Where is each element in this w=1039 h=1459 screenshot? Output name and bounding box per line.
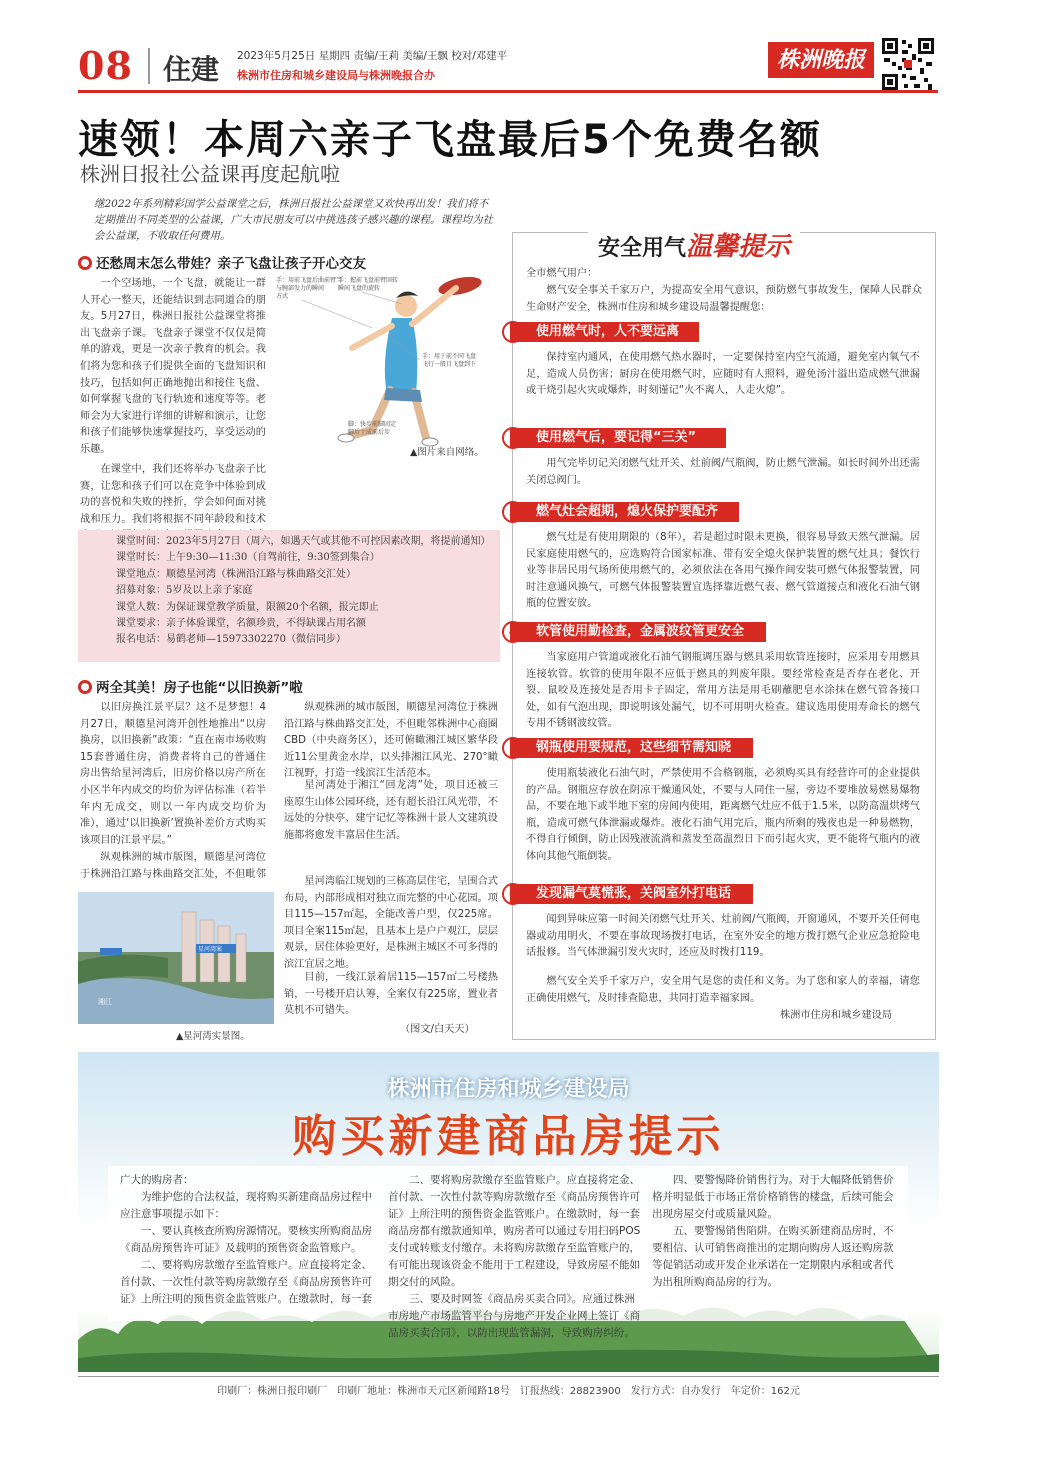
tip-title: 燃气灶会超期，熄火保护要配齐 (510, 502, 739, 522)
footer-printing-info: 印刷厂：株洲日报印刷厂 印刷厂地址：株洲市天元区新闻路18号 订报热线：28823900 发行方式：自办发行 年定价：162元 (217, 1386, 800, 1397)
illustration-caption: ▲图片来自网络。 (410, 447, 484, 458)
xinghe-bay-photo (78, 892, 274, 1024)
frisbee-paragraph-2: 在课堂中，我们还将举办飞盘亲子比赛，让您和孩子们可以在竞争中体验到成功的喜悦和失败的挫折，学会如何面对挑战和压力。我们将根据不同年龄段和技术 (80, 464, 266, 525)
svg-text:手：用前飞盘后曲前臂当: 手：用前飞盘后曲前臂当 (276, 277, 343, 284)
svg-text:瞬间飞盘的旋转: 瞬间飞盘的旋转 (338, 285, 381, 292)
page-number: 08 (78, 43, 133, 88)
house-paragraph-5: 目前，一线江景着居115—157㎡二号楼热销，一号楼开启认筹，全案仅有225席，置业者莫机不可错失。 (284, 972, 498, 1017)
info-time: 课堂时间：2023年5月27日（周六，如遇天气或其他不可控因素改期，将提前通知） (116, 536, 491, 547)
banner-column-3 (652, 1172, 898, 1291)
svg-text:手：用于前不同飞盘: 手：用于前不同飞盘 (422, 353, 477, 360)
house-paragraph-3: 星河湾处于湘江“回龙湾”处，项目还被三座原生山体公园环绕，还有超长沿江风光带，不远处的分快亭、建宁记忆等株洲十景人文建筑设施都将愈发丰富居住生活。 (284, 780, 498, 841)
gas-signature: 株洲市住房和城乡建设局 (780, 1010, 893, 1021)
house-paragraph-1: 以旧房换江景平层？这不是梦想！4月27日，顺德星河湾开创性地推出“以房换房，以旧换新”政策：“直在南市场收购15套普通住房，消费者将自己的普通住房出售给星河湾后，旧房价格以房产所在小区半年内成交的均价为评估标准（若半年内无成交，则以一年内成交均价为准），通过‘以旧换新’置换补差价方式购买该项目的江景平层。” (80, 702, 266, 846)
svg-text:手：握前飞盘前臂回转: 手：握前飞盘前臂回转 (338, 277, 399, 284)
svg-text:飞行一般目飞盘到下: 飞行一般目飞盘到下 (422, 361, 477, 368)
banner-greeting: 广大的购房者： (120, 1174, 194, 1186)
banner-clause-3: 三、要及时网签《商品房买卖合同》。应通过株洲市房地产市场监管平台与房地产开发企业网上签订《商品房买卖合同》，以防出现监管漏洞，导致购房纠纷。 (388, 1293, 640, 1339)
class-info-list (116, 534, 491, 649)
issue-meta: 2023年5月25日 星期四 责编/王莉 美编/王飘 校对/邓建平 (237, 50, 508, 62)
tip-title: 发现漏气莫慌张，关阀室外打电话 (510, 884, 753, 904)
house-paragraph-2-right: 纵观株洲的城市版图，顺德星河湾位于株洲沿江路与株曲路交汇处，不但毗邻株洲中心商圈CBD（中央商务区），还可俯瞰湘江城区繁华段近11公里黄金水岸，以头排湘江风光、270°瞰江视野，打造一线滨江生活范本。 (284, 702, 498, 780)
header-divider (148, 48, 150, 84)
tip-text: 燃气灶是有使用期限的（8年），若是超过时限未更换，很容易导致天然气泄漏。居民家庭使用燃气的，应选购符合国家标准、带有安全熄火保护装置的燃气灶具；餐饮行业等非居民用气场所使用燃气的，必须依法在各用气操作间安装可燃气体报警装置，同时注意通风换气，可燃气体报警装置宜选择靠近燃气表、燃气管道接点和液化石油气钢瓶的位置安放。 (526, 532, 920, 610)
tip-text: 用气完毕切记关闭燃气灶开关、灶前阀/气瓶阀，防止燃气泄漏。如长时间外出还需关闭总阀门。 (526, 458, 920, 486)
gas-intro: 燃气安全事关千家万户，为提高安全用气意识，预防燃气事故发生，保障人民群众生命财产安全，株洲市住房和城乡建设局温馨提醒您： (526, 285, 922, 313)
info-phone: 报名电话：易鹤老师—15973302270（微信同步） (116, 634, 346, 646)
tip-title: 钢瓶使用要规范，这些细节需知晓 (510, 738, 753, 758)
info-requirement: 课堂要求：亲子体验课堂，名额珍贵，不得缺课占用名额 (116, 618, 366, 630)
banner-title: 购买新建商品房提示 (292, 1111, 725, 1162)
house-heading-text: 两全其美！房子也能“以旧换新”啦 (96, 680, 303, 696)
headline-title: 速领！本周六亲子飞盘最后5个免费名额 (78, 117, 822, 163)
frisbee-heading-text: 还愁周末怎么带娃？亲子飞盘让孩子开心交友 (96, 256, 366, 272)
intro-text: 继2022年系列精彩国学公益课堂之后，株洲日报社公益课堂又欢快再出发！我们将不定期推出不同类型的公益课，广大市民朋友可以中挑选孩子感兴趣的课程。课程均为社会公益课，不收取任何费用。 (94, 198, 493, 242)
section-bullet-icon (78, 680, 92, 694)
info-place: 课堂地点：顺德星河湾（株洲沿江路与株曲路交汇处） (116, 568, 356, 580)
tip-title: 使用燃气后，要记得“三关” (510, 428, 726, 448)
info-target: 招募对象：5岁及以上亲子家庭 (116, 585, 253, 597)
info-duration: 课堂时长：上午9:30—11:30（自驾前往，9:30签到集合） (116, 552, 380, 564)
banner-clause-5: 五、要警惕销售陷阱。在购买新建商品房时，不要相信、认可销售商推出的定期向购房人返还购房款等促销活动或开发企业承诺在一定期限内承租或者代为出租所购商品房的行为。 (652, 1225, 894, 1288)
house-heading (78, 676, 498, 696)
header-rule (78, 90, 938, 93)
svg-text:与腕部发力的瞬间: 与腕部发力的瞬间 (276, 285, 325, 292)
photo-label-1: 星河湾案 (198, 946, 223, 953)
section-name: 住建 (163, 53, 220, 86)
house-paragraph-2: 纵观株洲的城市版图，顺德星河湾位于株洲沿江路与株曲路交汇处，不但毗邻 (80, 852, 266, 880)
qr-code-icon (880, 36, 936, 92)
footer-rule (78, 1376, 939, 1377)
svg-text:方式: 方式 (276, 293, 289, 300)
tip-text: 当家庭用户管道或液化石油气钢瓶调压器与燃具采用软管连接时，应采用专用燃具连接软管。软管的使用年限不应低于燃具的判废年限。要经常检查是否存在老化、开裂、鼠咬及连接处是否用卡子固定，常用方法是用毛刷蘸肥皂水涂抹在燃气管各接口处，如有气泡出现，即说明该处漏气，切不可用明火检查。建议选用使用寿命长的燃气专用不锈钢波纹管。 (526, 652, 920, 730)
banner-column-1 (120, 1172, 376, 1308)
frisbee-illustration (272, 268, 500, 456)
banner-clause-2-cont: 二、要将购房款缴存至监管账户。应直接将定金、首付款、一次性付款等购房款缴存至《商品房预售许可证》上所注明的预售资金监管账户。在缴款时，每一套商品房都有缴款通知单，购房者可以通过专用扫码POS支付或转账支付缴存。未将购房款缴存至监管账户的，有可能出现该资金不能用于工程建设，导致房屋不能如期交付的风险。 (388, 1174, 641, 1288)
photo-label-2: 湘江 (98, 998, 112, 1006)
tip-text: 闻到异味应第一时间关闭燃气灶开关、灶前阀/气瓶阀，开窗通风，不要开关任何电器或动用明火，不要在事故现场拨打电话，在室外安全的地方拨打燃气企业应急抢险电话报修。当气体泄漏引发火灾时，还应及时拨打119。 (526, 914, 920, 959)
tip-title: 软管使用勤检查，金属波纹管更安全 (510, 622, 766, 642)
svg-text:脚：快步前脚固定: 脚：快步前脚固定 (348, 421, 397, 428)
gas-greeting: 全市燃气用户： (526, 268, 598, 279)
banner-org: 株洲市住房和城乡建设局 (387, 1077, 630, 1102)
newspaper-logo: 株洲晚报 (768, 42, 874, 78)
frisbee-paragraph-1: 一个空场地，一个飞盘，就能让一群人开心一整天，还能结识到志同道合的朋友。5月27日，株洲日报社公益课堂将推出飞盘亲子课。飞盘亲子课堂不仅仅是简单的游戏，更是一次亲子教育的机会。我们将为您和孩子们提供全面的飞盘知识和技巧，包括如何正确地抛出和接住飞盘、如何掌握飞盘的飞行轨迹和速度等等。老师会为大家进行详细的讲解和演示，让您和孩子们能够快速掌握技巧，享受运动的乐趣。 (80, 278, 266, 455)
tip-text: 使用瓶装液化石油气时，严禁使用不合格钢瓶，必须购买具有经营许可的企业提供的产品。钢瓶应存放在阴凉干燥通风处，不要与人同住一屋，旁边不要堆放易燃易爆物品，不要在地下或半地下室的房间内使用，距离燃气灶应不低于1.5米，以防高温烘烤气瓶，造成可燃气体泄漏或爆炸。液化石油气用完后，瓶内所剩的残夜也是一种易燃物，不得自行倾倒，防止因残液流淌和蒸发至高温烈日下而引起火灾，更不能将气瓶内的液体向其他气瓶倒装。 (526, 768, 920, 862)
photo-caption: ▲星河湾实景图。 (176, 1031, 250, 1042)
gas-panel-title (588, 226, 800, 263)
tip-text: 保持室内通风，在使用燃气热水器时，一定要保持室内空气流通，避免室内氧气不足，造成人员伤害；厨房在使用燃气时，应随时有人照料，避免汤汁溢出造成燃气泄漏或干烧引起火灾或爆炸，时刻谨记“火不离人，人走火熄”。 (526, 352, 920, 397)
section-bullet-icon (78, 256, 92, 270)
house-paragraph-4: 星河湾临江规划的三栋高层住宅，呈围合式布局，内部形成相对独立而完整的中心花园。项目115—157㎡起，全能改善户型，仅225席。项目全案115㎡起，且基本上是户户观江，层层观景，居住体验更好，是株洲主城区不可多得的滨江宜居之地。 (284, 876, 498, 970)
co-host: 株洲市住房和城乡建设局与株洲晚报合办 (237, 69, 435, 82)
gas-closing: 燃气安全关乎千家万户，安全用气是您的责任和义务。为了您和家人的幸福，请您正确使用燃气，及时排查隐患，共同打造幸福家园。 (526, 976, 920, 1004)
banner-clause-4: 四、要警惕降价销售行为。对于大幅降低销售价格并明显低于市场正常价格销售的楼盘，后续可能会出现房屋交付或质量风险。 (652, 1174, 894, 1220)
banner-clause-2: 二、要将购房款缴存至监管账户。应直接将定金、首付款、一次性付款等购房款缴存至《商品房预售许可证》上所注明的预售资金监管账户。在缴款时，每一套 (120, 1259, 372, 1305)
tip-title: 使用燃气时，人不要远离 (510, 322, 699, 342)
banner-clause-intro: 为维护您的合法权益，现将购买新建商品房过程中应注意事项提示如下： (120, 1191, 372, 1220)
house-byline: （图文/白天天） (400, 1024, 475, 1035)
gas-title-black: 安全用气 (598, 236, 687, 261)
banner-clause-1: 一、要认真核查所购房源情况。要核实所购商品房《商品房预售许可证》及载明的预售资金监管账户。 (120, 1225, 372, 1254)
info-count: 课堂人数：为保证课堂教学质量，限额20个名额，报完即止 (116, 601, 379, 613)
banner-column-2 (388, 1172, 644, 1342)
svg-text:脚后士成前后步: 脚后士成前后步 (348, 429, 391, 436)
headline-subtitle: 株洲日报社公益课再度起航啦 (80, 162, 340, 186)
gas-title-red: 温馨提示 (686, 232, 791, 262)
